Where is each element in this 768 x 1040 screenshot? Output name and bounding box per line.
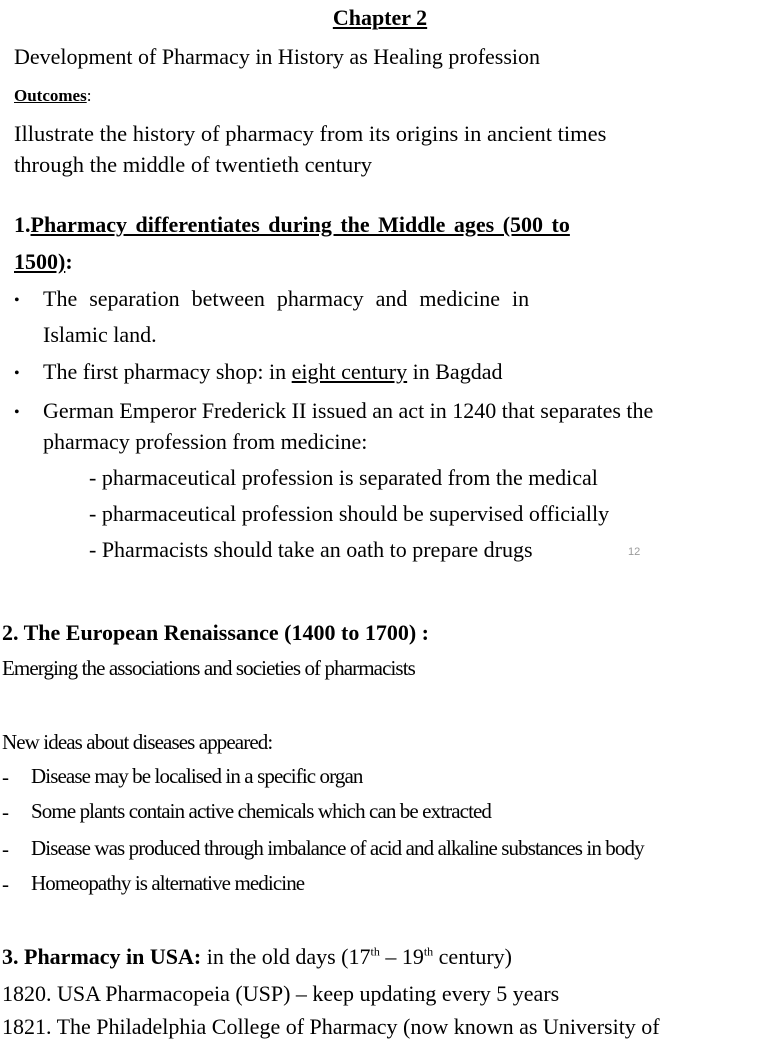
sub-item-1: - pharmaceutical profession is separated from the medical [89, 465, 598, 490]
philadelphia-line: 1821. The Philadelphia College of Pharmacy (now known as University of [2, 1014, 660, 1039]
sub-item-3: - Pharmacists should take an oath to prepare drugs [89, 537, 533, 562]
section-3-text-mid: – 19 [379, 944, 424, 969]
ideas-intro: New ideas about diseases appeared: [2, 730, 273, 754]
section-2-heading: 2. The European Renaissance (1400 to 1700) : [2, 620, 429, 645]
section-1-heading-line-2: 1500) [14, 249, 66, 274]
idea-item-1: Disease may be localised in a specific organ [31, 764, 363, 788]
section-1-heading-cont [14, 249, 73, 275]
bullet-2-pre: The first pharmacy shop: in [43, 359, 292, 384]
dash-icon: - [2, 765, 9, 789]
dash-icon: - [2, 872, 9, 896]
idea-item-2: Some plants contain active chemicals which can be extracted [31, 799, 492, 823]
page-number: 12 [628, 546, 641, 558]
sub-item-2: - pharmaceutical profession should be supervised officially [89, 501, 610, 526]
section-1-heading-line-1: Pharmacy differentiates during the Middle ages (500 to [30, 212, 570, 237]
section-3-text-pre: in the old days (17 [201, 944, 371, 969]
outcomes-line-1: Illustrate the history of pharmacy from its origins in ancient times [14, 121, 607, 146]
section-3-heading: 3. Pharmacy in USA: [2, 944, 202, 969]
bullet-2-text [43, 359, 502, 385]
section-3-sup-2: th [423, 944, 434, 959]
idea-item-4: Homeopathy is alternative medicine [31, 871, 305, 895]
chapter-title: Chapter 2 [332, 5, 428, 30]
bullet-3-line-1: German Emperor Frederick II issued an act in 1240 that separates the [43, 398, 654, 423]
bullet-1-line-2: Islamic land. [43, 322, 157, 347]
bullet-1-line-1: The separation between pharmacy and medicine in [43, 286, 530, 311]
bullet-3-line-2: pharmacy profession from medicine: [43, 429, 368, 454]
bullet-icon: • [14, 365, 20, 382]
dash-icon: - [2, 837, 9, 861]
bullet-icon: • [14, 404, 20, 421]
outcomes-text [14, 118, 734, 180]
section-3-sup-1: th [370, 944, 380, 959]
outcomes-line-2: through the middle of twentieth century [14, 152, 373, 177]
bullet-2-post: in Bagdad [407, 359, 503, 384]
chapter-subtitle: Development of Pharmacy in History as Healing profession [14, 44, 541, 69]
section-3-line [2, 944, 512, 970]
section-2-text: Emerging the associations and societies of pharmacists [2, 656, 415, 680]
dash-icon: - [2, 800, 9, 824]
outcomes-label [14, 86, 91, 106]
outcomes-colon: : [86, 86, 92, 105]
usp-line: 1820. USA Pharmacopeia (USP) – keep updating every 5 years [2, 981, 560, 1006]
bullet-icon: • [14, 292, 20, 309]
section-1-heading [14, 212, 612, 238]
section-1-colon: : [65, 249, 73, 274]
bullet-2-underlined: eight century [291, 359, 408, 384]
section-1-number: 1. [14, 212, 31, 237]
section-3-text-post: century) [433, 944, 512, 969]
idea-item-3: Disease was produced through imbalance of acid and alkaline substances in body [31, 836, 644, 860]
outcomes-label-text: Outcomes [14, 86, 87, 105]
